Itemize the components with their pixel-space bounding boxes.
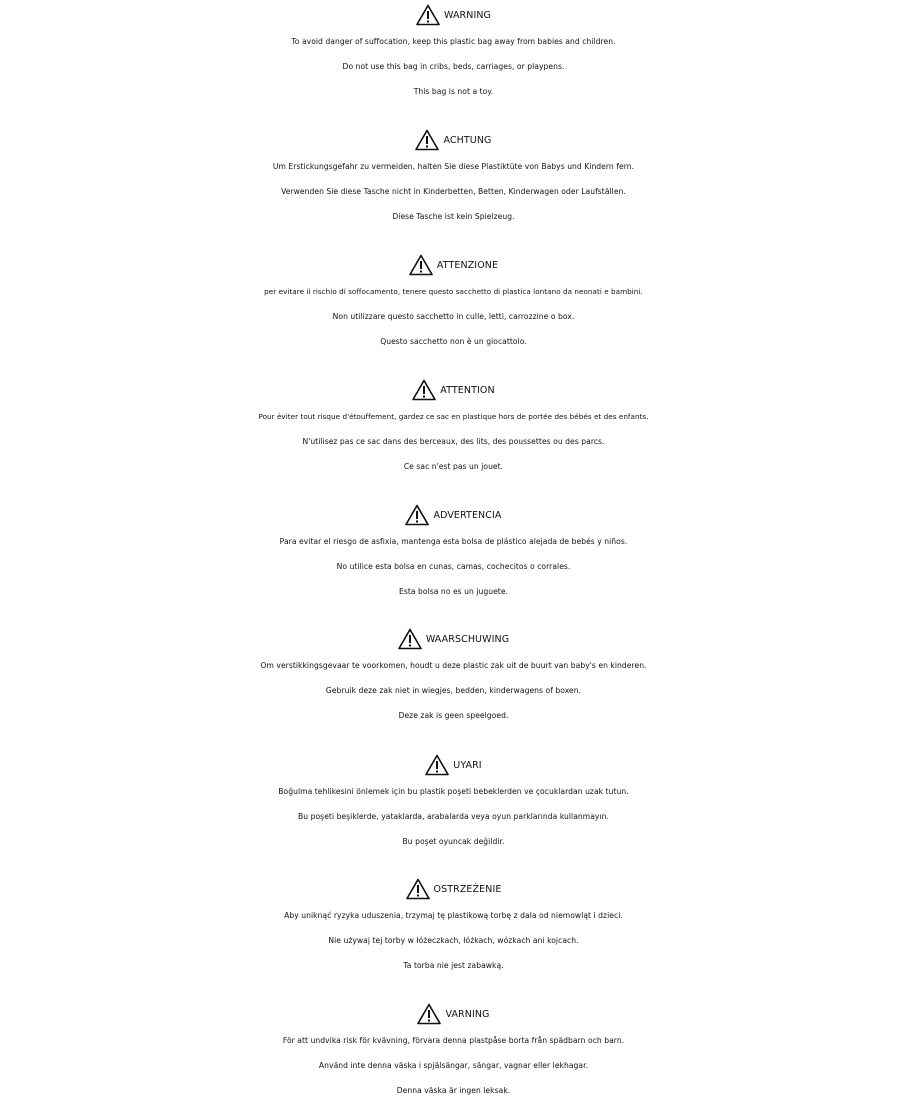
warning-line: This bag is not a toy. (413, 87, 494, 96)
warning-triangle-icon (412, 379, 436, 401)
warning-line: Do not use this bag in cribs, beds, carriages, or playpens. (342, 62, 565, 71)
warning-line: Bu poşet oyuncak değildir. (402, 837, 505, 846)
warning-section-it (0, 253, 907, 354)
warning-line: Denna väska är ingen leksak. (396, 1086, 511, 1095)
warning-triangle-icon (409, 254, 433, 276)
warning-section-pl (0, 877, 907, 978)
warning-line: Para evitar el riesgo de asfixia, mantenga esta bolsa de plástico alejada de bebés y niños. (279, 537, 628, 546)
heading-text: UYARI (453, 760, 482, 771)
section-heading (0, 378, 907, 404)
warning-line: per evitare il rischio di soffocamento, tenere questo sacchetto di plastica lontano da neonati e bambini. (264, 287, 643, 296)
warning-line: Um Erstickungsgefahr zu vermeiden, halten Sie diese Plastiktüte von Babys und Kindern fern. (272, 162, 635, 171)
heading-text: VARNING (445, 1009, 490, 1020)
section-heading (0, 877, 907, 903)
warning-line: Questo sacchetto non è un giocattolo. (380, 337, 527, 346)
warning-line: Diese Tasche ist kein Spielzeug. (392, 212, 515, 221)
warning-section-es (0, 503, 907, 604)
warning-line: Pour éviter tout risque d'étouffement, gardez ce sac en plastique hors de portée des bébés et des enfants. (258, 412, 649, 421)
warning-line: Verwenden Sie diese Tasche nicht in Kinderbetten, Betten, Kinderwagen oder Laufställen. (281, 187, 626, 196)
warning-section-sv (0, 1002, 907, 1103)
section-heading (0, 1002, 907, 1028)
warning-line: Nie używaj tej torby w łóżeczkach, łóżkach, wózkach ani kojcach. (328, 936, 579, 945)
warning-line: Om verstikkingsgevaar te voorkomen, houdt u deze plastic zak uit de buurt van baby's en kinderen. (260, 661, 647, 670)
warning-line: Deze zak is geen speelgoed. (398, 711, 509, 720)
warning-section-de (0, 128, 907, 229)
warning-line: Boğulma tehlikesini önlemek için bu plastik poşeti bebeklerden ve çocuklardan uzak tutun. (278, 787, 629, 796)
warning-line: Aby uniknąć ryzyka uduszenia, trzymaj tę plastikową torbę z dala od niemowląt i dzieci. (284, 911, 623, 920)
warning-triangle-icon (417, 1003, 441, 1025)
warning-section-fr (0, 378, 907, 479)
warning-line: To avoid danger of suffocation, keep this plastic bag away from babies and children. (291, 37, 616, 46)
section-heading (0, 253, 907, 279)
section-heading (0, 3, 907, 29)
heading-text: OSTRZEŻENIE (433, 884, 502, 895)
warning-triangle-icon (415, 129, 439, 151)
heading-text: WARNING (443, 10, 492, 21)
warning-section-tr (0, 753, 907, 854)
warning-line: Esta bolsa no es un juguete. (398, 587, 509, 596)
warning-line: För att undvika risk för kvävning, förvara denna plastpåse borta från spädbarn och barn. (282, 1036, 625, 1045)
warning-line: Non utilizzare questo sacchetto in culle, letti, carrozzine o box. (332, 312, 575, 321)
heading-text: ATTENTION (440, 385, 495, 396)
warning-triangle-icon (425, 754, 449, 776)
section-heading (0, 753, 907, 779)
section-heading (0, 503, 907, 529)
warning-line: Ta torba nie jest zabawką. (403, 961, 504, 970)
warning-line: Bu poşeti beşiklerde, yataklarda, arabalarda veya oyun parklarında kullanmayın. (298, 812, 609, 821)
warning-line: Använd inte denna väska i spjälsängar, sängar, vagnar eller lekhagar. (318, 1061, 589, 1070)
warning-section-nl (0, 627, 907, 728)
warning-line: Ce sac n'est pas un jouet. (403, 462, 504, 471)
heading-text: ATTENZIONE (436, 260, 499, 271)
heading-text: ACHTUNG (443, 135, 492, 146)
heading-text: ADVERTENCIA (433, 510, 502, 521)
warning-triangle-icon (406, 878, 430, 900)
warning-triangle-icon (398, 628, 422, 650)
warning-line: N'utilisez pas ce sac dans des berceaux, des lits, des poussettes ou des parcs. (302, 437, 605, 446)
warning-triangle-icon (405, 504, 429, 526)
warning-line: Gebruik deze zak niet in wiegjes, bedden, kinderwagens of boxen. (325, 686, 582, 695)
warning-section-en (0, 3, 907, 104)
heading-text: WAARSCHUWING (425, 634, 510, 645)
warning-triangle-icon (416, 4, 440, 26)
section-heading (0, 627, 907, 653)
warning-line: No utilice esta bolsa en cunas, camas, cochecitos o corrales. (336, 562, 571, 571)
section-heading (0, 128, 907, 154)
